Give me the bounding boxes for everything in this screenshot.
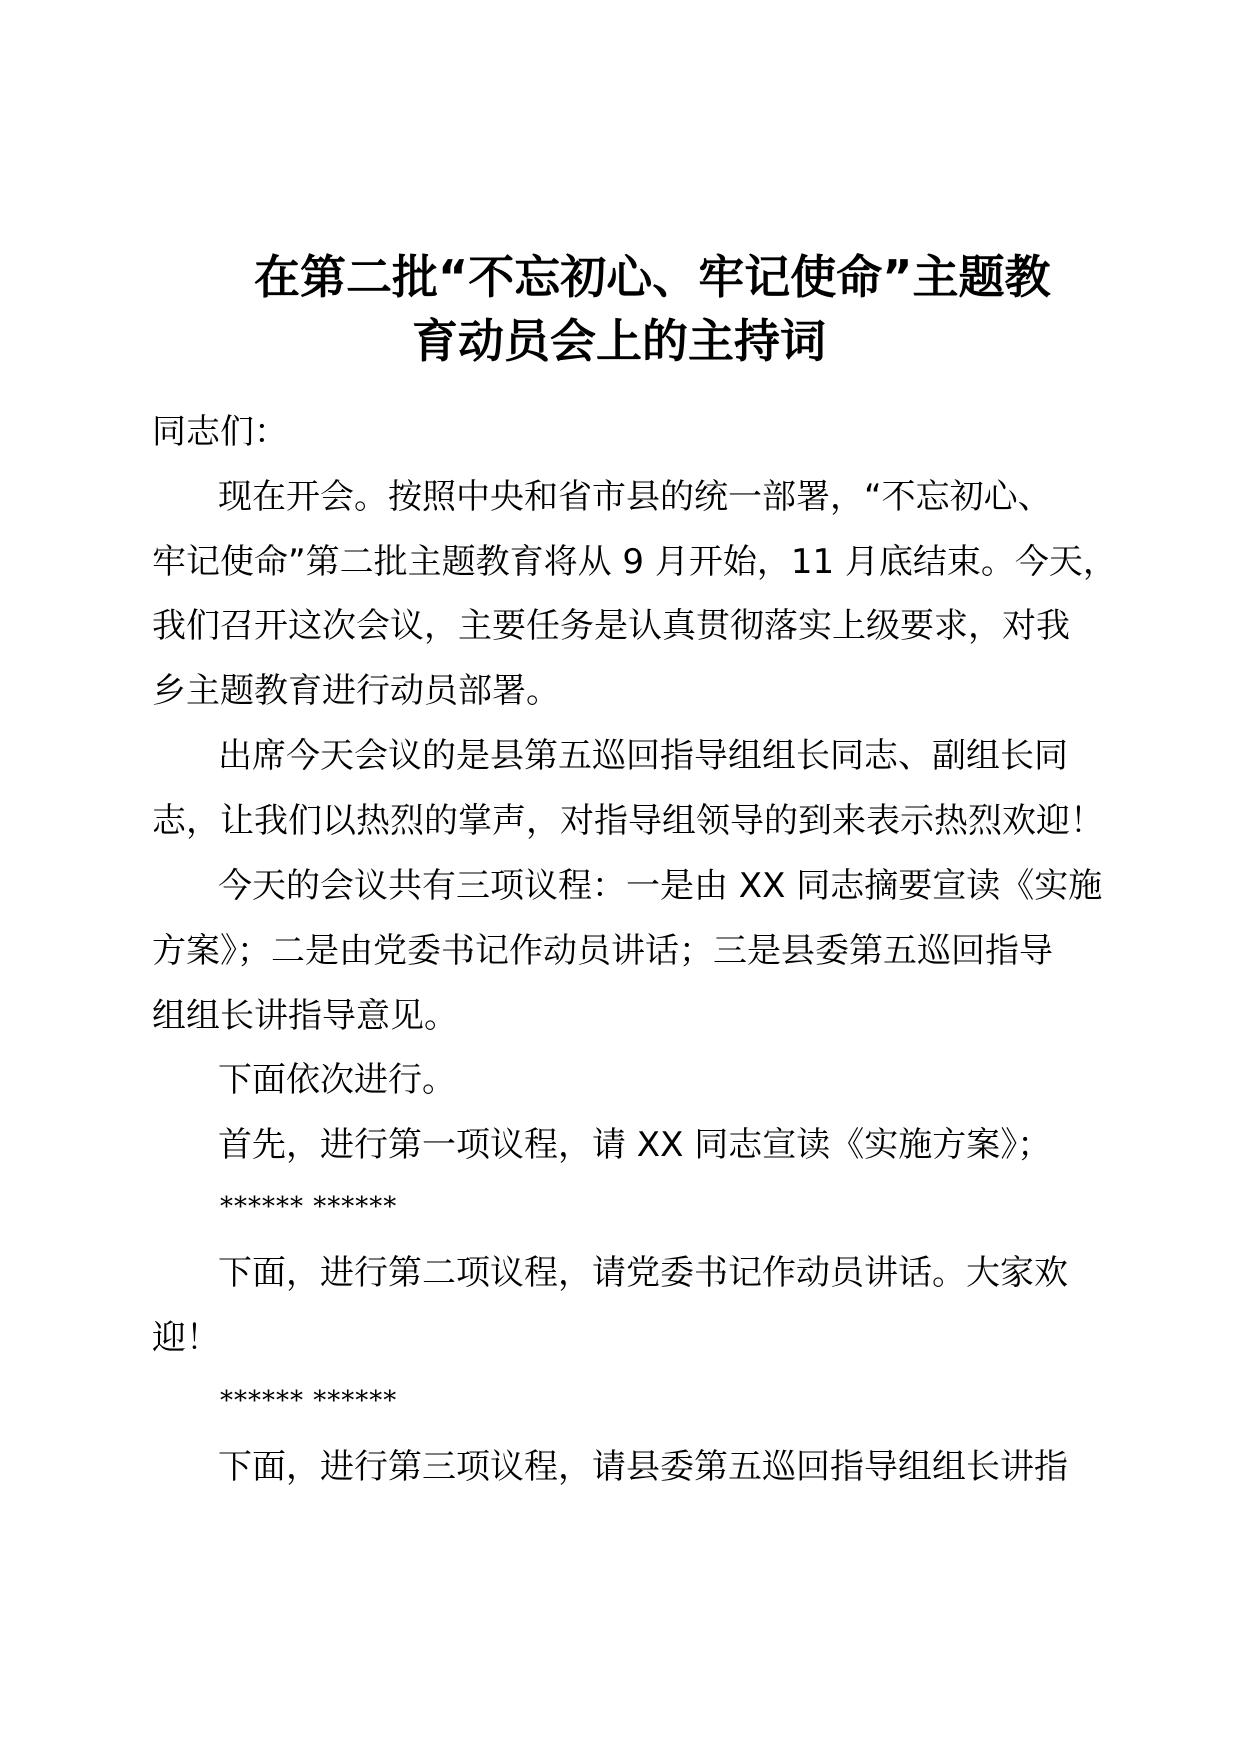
paragraph-line: 出席今天会议的是县第五巡回指导组组长同志、副组长同 xyxy=(218,736,1068,776)
paragraph-line: 乡主题教育进行动员部署。 xyxy=(152,671,560,711)
paragraph-line: 迎！ xyxy=(152,1318,220,1358)
paragraph-line: 牢记使命”第二批主题教育将从 9 月开始，11 月底结束。今天， xyxy=(152,542,1117,582)
paragraph-line: 下面，进行第二项议程，请党委书记作动员讲话。大家欢 xyxy=(218,1253,1068,1293)
paragraph-line: 方案》；二是由党委书记作动员讲话；三是县委第五巡回指导 xyxy=(152,931,1053,971)
paragraph-line: 志，让我们以热烈的掌声，对指导组领导的到来表示热烈欢迎！ xyxy=(152,801,1104,841)
salutation: 同志们： xyxy=(152,412,288,452)
paragraph-line: 组组长讲指导意见。 xyxy=(152,996,458,1036)
paragraph-line: 今天的会议共有三项议程：一是由 XX 同志摘要宣读《实施 xyxy=(218,866,1103,906)
paragraph-line: 下面，进行第三项议程，请县委第五巡回指导组组长讲指 xyxy=(218,1447,1068,1487)
paragraph-line: 现在开会。按照中央和省市县的统一部署，“不忘初心、 xyxy=(218,477,1052,517)
separator-stars: ****** ****** xyxy=(220,1386,398,1416)
separator-stars: ****** ****** xyxy=(220,1192,398,1222)
document-title-line-1: 在第二批“不忘初心、牢记使命”主题教 xyxy=(254,250,1051,304)
paragraph-line: 我们召开这次会议，主要任务是认真贯彻落实上级要求，对我 xyxy=(152,606,1070,646)
document-title-line-2: 育动员会上的主持词 xyxy=(412,314,826,368)
paragraph-line: 下面依次进行。 xyxy=(218,1060,456,1100)
paragraph-line: 首先，进行第一项议程，请 XX 同志宣读《实施方案》； xyxy=(218,1125,1052,1165)
